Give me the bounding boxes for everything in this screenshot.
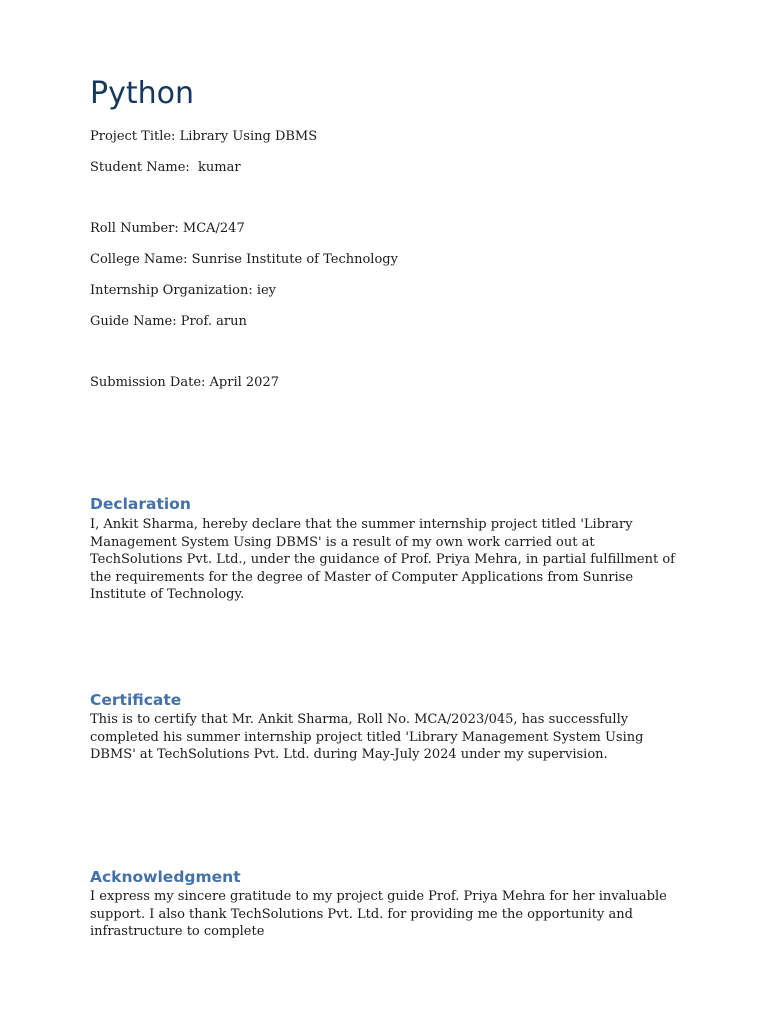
- certificate-heading: Certificate: [90, 691, 182, 709]
- roll-number-field: Roll Number: MCA/247: [90, 221, 245, 236]
- acknowledgment-text: I express my sincere gratitude to my project guide Prof. Priya Mehra for her invaluable support. I also thank TechSolutions Pvt. Ltd. for providing me the opportunity and infrastructure to complete: [90, 889, 667, 940]
- certificate-text: This is to certify that Mr. Ankit Sharma, Roll No. MCA/2023/045, has successfully completed his summer internship project titled 'Library Management System Using DBMS' at TechSolutions Pvt. Ltd. during May-July 2024 under my supervision.: [90, 712, 644, 763]
- project-title-field: Project Title: Library Using DBMS: [90, 129, 318, 144]
- submission-date-field: Submission Date: April 2027: [90, 375, 279, 390]
- guide-name-field: Guide Name: Prof. arun: [90, 314, 247, 329]
- declaration-text: I, Ankit Sharma, hereby declare that the summer internship project titled 'Library Management System Using DBMS' is a result of my own work carried out at TechSolutions Pvt. Ltd., under the guidance of Prof. Priya Mehra, in partial fulfillment of the requirements for the degree of Master of Computer Applications from Sunrise Institute of Technology.: [90, 517, 675, 603]
- college-name-field: College Name: Sunrise Institute of Technology: [90, 252, 398, 267]
- acknowledgment-heading: Acknowledgment: [90, 868, 241, 886]
- document-title: Python: [90, 76, 194, 111]
- student-name-field: Student Name: kumar: [90, 160, 241, 175]
- declaration-heading: Declaration: [90, 495, 191, 513]
- internship-organization-field: Internship Organization: iey: [90, 283, 277, 298]
